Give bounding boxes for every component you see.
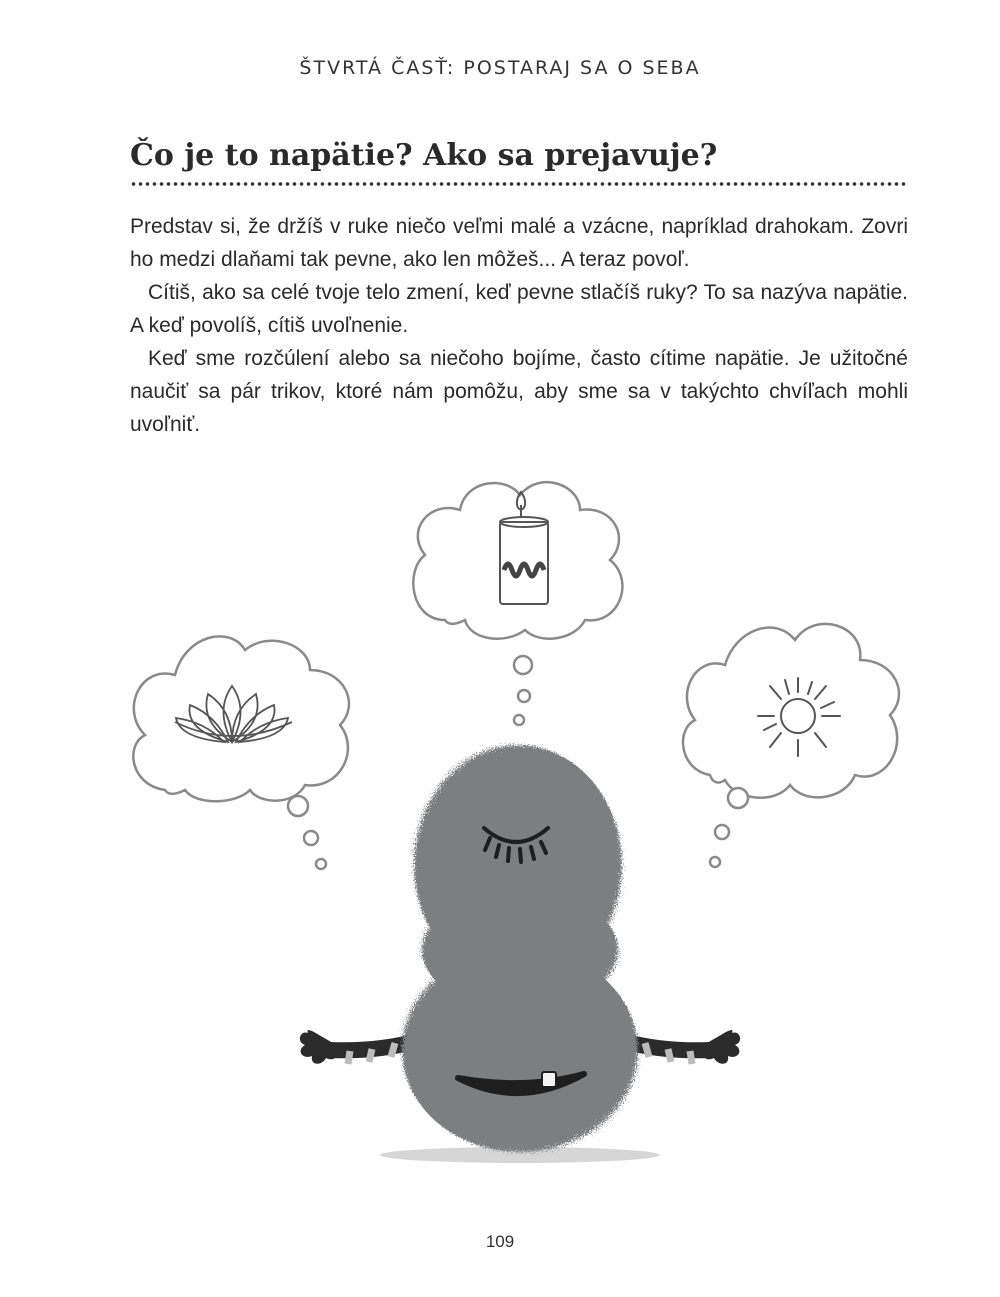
left-arm	[300, 1030, 420, 1064]
page-number: 109	[485, 1232, 515, 1251]
thought-bubble-lotus	[133, 636, 349, 869]
meditating-monster	[300, 745, 740, 1163]
body-text	[130, 210, 908, 441]
paragraph-1: Predstav si, že držíš v ruke niečo veľmi malé a vzácne, napríklad drahokam. Zovri ho medzi dlaňami tak pevne, ako len môžeš... A teraz povoľ.	[130, 215, 908, 271]
right-arm	[620, 1030, 740, 1064]
paragraph-3: Keď sme rozčúlení alebo sa niečoho bojíme, často cítime napätie. Je užitočné naučiť sa pár trikov, ktoré nám pomôžu, aby sme sa v takýchto chvíľach mohli uvoľniť.	[130, 347, 908, 436]
meditation-illustration	[0, 460, 1000, 1180]
thought-bubble-sun	[683, 624, 899, 867]
running-head: ŠTVRTÁ ČASŤ: POSTARAJ SA O SEBA	[299, 57, 701, 79]
dotted-divider	[130, 180, 908, 188]
section-title: Čo je to napätie? Ako sa prejavuje?	[130, 138, 718, 173]
paragraph-2: Cítiš, ako sa celé tvoje telo zmení, keď pevne stlačíš ruky? To sa nazýva napätie. A keď povolíš, cítiš uvoľnenie.	[130, 281, 908, 337]
